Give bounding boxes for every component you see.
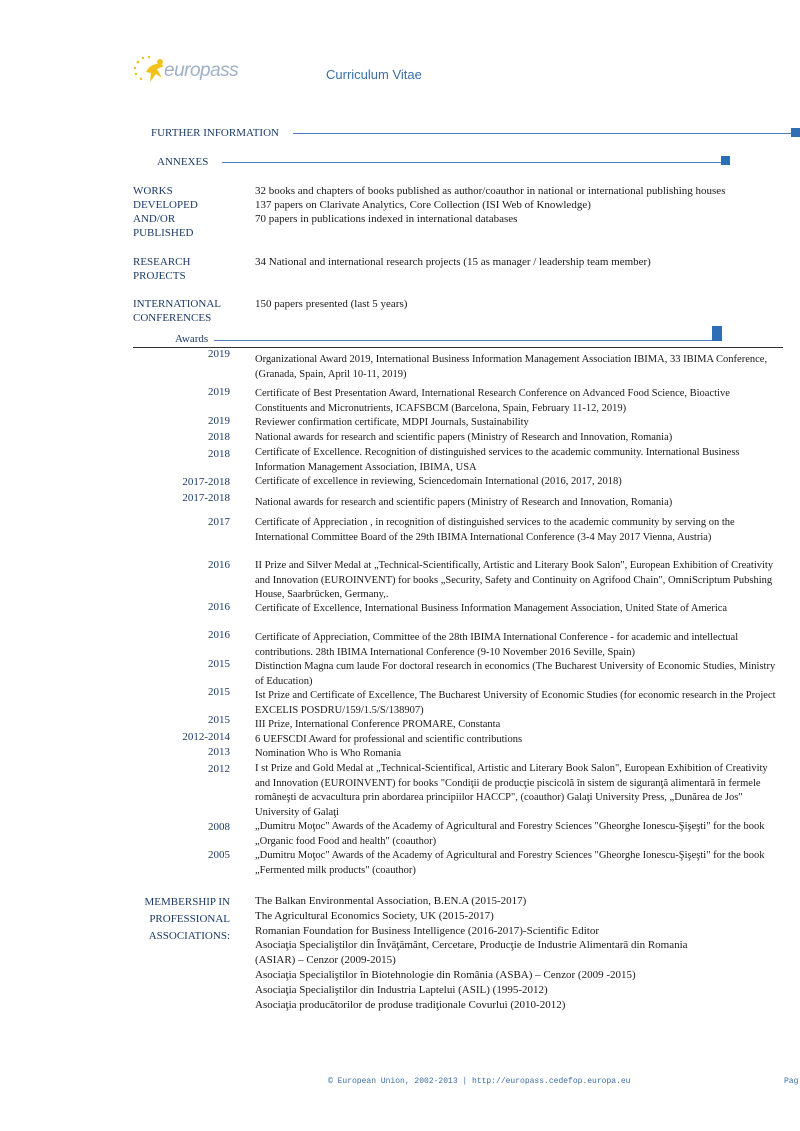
list-item: Romanian Foundation for Business Intelligence (2016-2017)-Scientific Editor <box>255 924 599 937</box>
award-year: 2016 <box>208 559 230 571</box>
award-text: Certificate of Appreciation , in recognition of distinguished services to the academic community by serving on the International Committee Board of the 29th IBIMA International Conference (3-4 May 2017 Vienna, Austria) <box>255 517 735 543</box>
footer-copyright: © European Union, 2002-2013 | http://europass.cedefop.europa.eu <box>328 1077 631 1086</box>
award-year: 2012 <box>208 763 230 775</box>
award-text: „Dumitru Moţoc" Awards of the Academy of Agricultural and Forestry Sciences "Gheorghe Ionescu-Şişeşti" for the book „Organic food Food and health" (coauthor) <box>255 821 765 847</box>
section-divider <box>214 340 712 341</box>
award-year: 2015 <box>208 714 230 726</box>
award-text: Organizational Award 2019, International Business Information Management Association IBIMA, 33 IBIMA Conference, (Granada, Spain, April 10-11, 2019) <box>255 354 768 380</box>
award-text: Nomination Who is Who Romania <box>255 748 402 759</box>
membership-label: MEMBERSHIP IN PROFESSIONAL ASSOCIATIONS: <box>144 896 230 942</box>
page-number: Pag <box>784 1077 799 1086</box>
list-item: The Agricultural Economics Society, UK (2015-2017) <box>255 909 494 922</box>
award-year: 2012-2014 <box>182 731 230 743</box>
award-text: „Dumitru Moţoc" Awards of the Academy of Agricultural and Forestry Sciences "Gheorghe Ionescu-Şişeşti" for the book „Fermented milk products" (coauthor) <box>255 850 765 876</box>
conferences-label: INTERNATIONAL CONFERENCES <box>133 298 221 324</box>
section-marker <box>791 128 800 137</box>
europass-logo <box>132 54 242 90</box>
list-item: Asociaţia Specialiştilor din Industria Laptelui (ASIL) (1995-2012) <box>255 983 548 996</box>
list-item: Asociaţia producătorilor de produse tradiţionale Covurlui (2010-2012) <box>255 998 566 1011</box>
logo-wordmark: europass <box>164 60 239 81</box>
award-year: 2005 <box>208 849 230 861</box>
award-text: Certificate of Best Presentation Award, International Research Conference on Advanced Food Science, Bioactive Constituents and Micronutrients, ICAFSBCM (Barcelona, Spain, February 11-12, 2019) <box>255 388 730 414</box>
award-text: Certificate of excellence in reviewing, Sciencedomain International (2016, 2017, 2018) <box>255 476 622 487</box>
award-year: 2019 <box>208 348 230 360</box>
award-text: Certificate of Excellence. Recognition of distinguished services to the academic community. International Business Information Management Association, IBIMA, USA <box>255 447 740 473</box>
award-text: Ist Prize and Certificate of Excellence, The Bucharest University of Economic Studies (for economic research in the Project EXCELIS POSDRU/159/1.5/S/138907) <box>255 690 776 716</box>
list-item: The Balkan Environmental Association, B.EN.A (2015-2017) <box>255 895 527 907</box>
award-year: 2015 <box>208 658 230 670</box>
award-text: I st Prize and Gold Medal at „Technical-Scientifical, Artistic and Literary Book Salon", European Exhibition of Creativity and Innovation (EUROINVENT) for books "Condiţii de producţie piscicolă în sistem de siguranţă alimentară în fermele româneşti de acvacultura prin abordarea principiilor HACCP", (coauthor) Galaţi University Press, „Dunărea de Jos" University of Galaţi <box>255 763 768 818</box>
research-label: RESEARCH PROJECTS <box>133 256 191 282</box>
award-year: 2019 <box>208 386 230 398</box>
award-text: Reviewer confirmation certificate, MDPI Journals, Sustainability <box>255 417 529 428</box>
list-item: Asociaţia Specialiştilor din Învăţământ, Cercetare, Producţie de Industrie Alimentară din Romania <box>255 939 688 952</box>
section-marker <box>712 326 722 341</box>
award-text: Certificate of Excellence, International Business Information Management Association, United State of America <box>255 603 728 614</box>
works-label: WORKS DEVELOPED AND/OR PUBLISHED <box>133 185 198 239</box>
award-text: Certificate of Appreciation, Committee of the 28th IBIMA International Conference - for academic and intellectual contributions. 28th IBIMA International Conference (9-10 November 2016 Seville, Spain) <box>255 632 739 658</box>
section-divider <box>293 133 793 134</box>
section-annexes: ANNEXES <box>157 156 209 168</box>
award-text: III Prize, International Conference PROMARE, Constanta <box>255 719 501 730</box>
page-title: Curriculum Vitae <box>326 67 422 82</box>
awards-rule <box>133 347 783 348</box>
section-further-information: FURTHER INFORMATION <box>151 127 279 139</box>
award-year: 2017 <box>208 516 230 528</box>
award-text: 6 UEFSCDI Award for professional and scientific contributions <box>255 734 523 745</box>
award-year: 2018 <box>208 448 230 460</box>
award-year: 2008 <box>208 821 230 833</box>
conferences-value: 150 papers presented (last 5 years) <box>255 298 408 310</box>
award-text: II Prize and Silver Medal at „Technical-Scientifically, Artistic and Literary Book Salon", European Exhibition of Creativity and Innovation (EUROINVENT) for books „Security, Safety and Continuity on Agrifood Chain", OmniScriptum Pubshing House, Saarbrücken, Germany,. <box>255 560 774 600</box>
award-year: 2017-2018 <box>182 476 230 488</box>
award-text: National awards for research and scientific papers (Ministry of Research and Innovation, Romania) <box>255 432 673 443</box>
section-marker <box>721 156 730 165</box>
membership-list <box>255 894 785 1012</box>
award-year: 2015 <box>208 686 230 698</box>
research-value: 34 National and international research projects (15 as manager / leadership team member) <box>255 256 651 268</box>
award-year: 2016 <box>208 629 230 641</box>
award-year: 2017-2018 <box>182 492 230 504</box>
list-item: (ASIAR) – Cenzor (2009-2015) <box>255 954 396 967</box>
award-year: 2018 <box>208 431 230 443</box>
section-divider <box>222 162 722 163</box>
section-awards: Awards <box>175 333 209 345</box>
award-year: 2013 <box>208 746 230 758</box>
award-year: 2016 <box>208 601 230 613</box>
award-text: National awards for research and scientific papers (Ministry of Research and Innovation, Romania) <box>255 497 673 508</box>
list-item: Asociaţia Specialiştilor în Biotehnologie din România (ASBA) – Cenzor (2009 -2015) <box>255 968 636 981</box>
award-text: Distinction Magna cum laude For doctoral research in economics (The Bucharest University of Economic Studies, Ministry of Education) <box>255 661 776 687</box>
works-value: 32 books and chapters of books published as author/coauthor in national or international publishing houses 137 papers on Clarivate Analytics, Core Collection (ISI Web of Knowledge) 70 papers in publications indexed in international databases <box>255 185 726 225</box>
award-year: 2019 <box>208 415 230 427</box>
